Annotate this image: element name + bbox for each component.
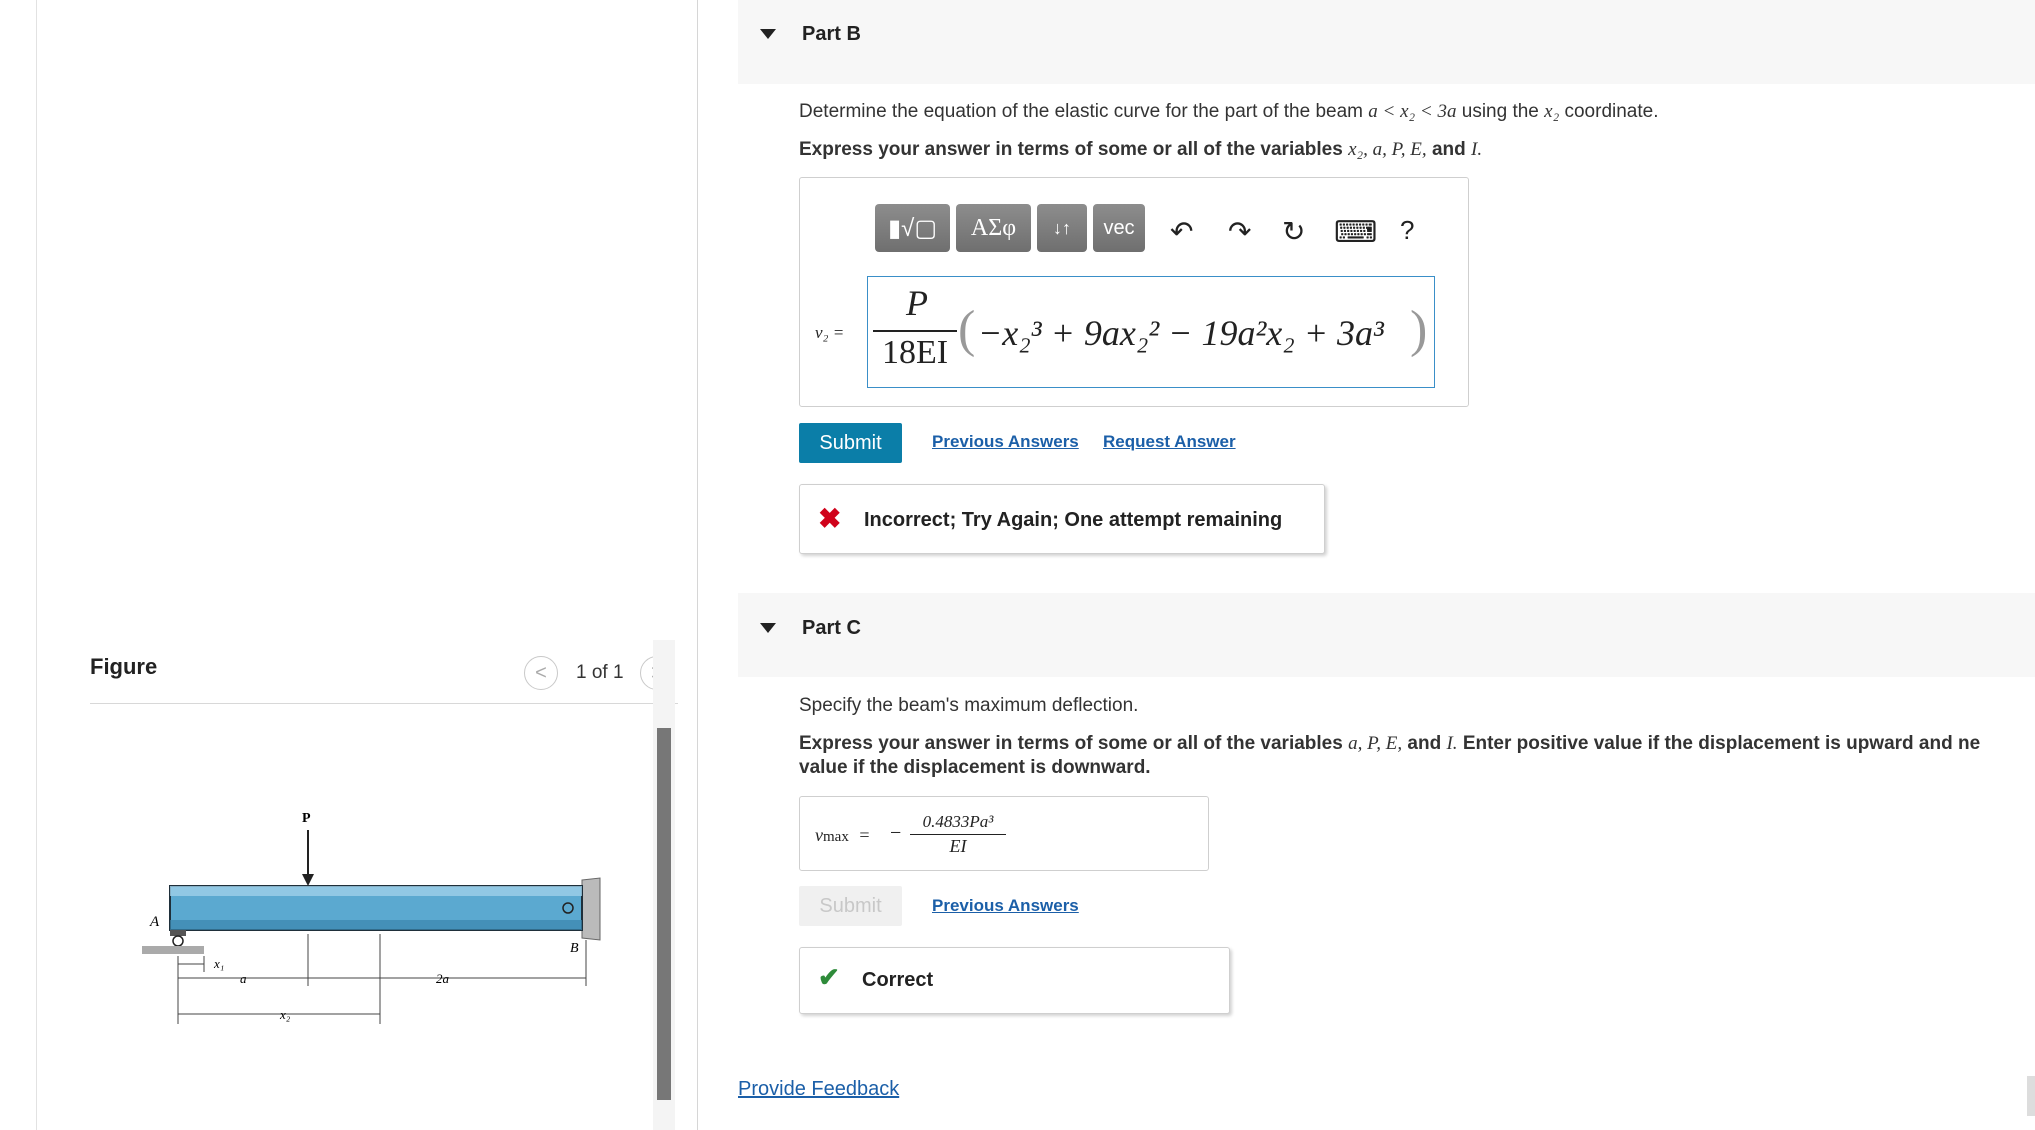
provide-feedback-link[interactable]: Provide Feedback — [738, 1078, 900, 1100]
collapse-arrow-icon[interactable] — [760, 29, 776, 39]
vmax-var: v — [815, 825, 823, 845]
question-var: x₂ — [1544, 101, 1560, 122]
greek-icon: ΑΣφ — [970, 214, 1017, 241]
close-paren: ) — [1410, 301, 1428, 358]
instruction-text: Express your answer in terms of some or all of the variables — [799, 139, 1343, 160]
figure-page-count: 1 of 1 — [576, 662, 624, 683]
chevron-left-icon: < — [535, 661, 547, 684]
open-paren: ( — [958, 301, 976, 358]
arrows-icon: ↓↑ — [1053, 217, 1071, 238]
previous-figure-button[interactable] — [524, 656, 558, 690]
fixed-wall — [582, 878, 600, 940]
fraction-denominator: 18EI — [881, 334, 949, 371]
instruction-vars: x₂, a, P, E, — [1348, 139, 1427, 160]
beam-figure — [130, 800, 630, 1040]
incorrect-feedback-text: Incorrect; Try Again; One attempt remaining — [864, 509, 1283, 531]
question-text: Determine the equation of the elastic curve for the part of the beam — [799, 101, 1363, 122]
x2-label: x₂ — [280, 1007, 291, 1022]
greek-symbols-button[interactable] — [956, 204, 1031, 252]
answer-expression: −x₂³ + 9ax₂² − 19a²x₂ + 3a³ — [978, 313, 1384, 353]
figure-divider — [90, 703, 678, 704]
correct-check-icon: ✔ — [818, 962, 840, 992]
fraction-numerator: P — [906, 283, 928, 323]
load-label: P — [302, 811, 311, 826]
part-c-question: Specify the beam's maximum deflection. — [799, 695, 1139, 716]
vector-button[interactable] — [1093, 204, 1145, 252]
templates-icon: ▮√▢ — [887, 214, 938, 242]
vmax-subscript: max — [823, 829, 849, 845]
templates-button[interactable] — [875, 204, 950, 252]
support-a-label: A — [150, 914, 160, 930]
part-b-question — [799, 101, 1659, 123]
part-b-instruction — [799, 139, 1482, 161]
a-label: a — [240, 971, 247, 986]
previous-answers-link-part-b[interactable]: Previous Answers — [932, 432, 1079, 451]
collapse-arrow-icon[interactable] — [760, 623, 776, 633]
subscript-button[interactable] — [1037, 204, 1087, 252]
figure-scrollbar-thumb[interactable] — [657, 728, 671, 1100]
instruction-and: and — [1431, 139, 1466, 160]
fraction-bar — [873, 330, 957, 332]
correct-feedback-text: Correct — [862, 969, 934, 991]
instruction-last-var: I. — [1471, 139, 1483, 160]
instruction-text-2: Enter positive value if the displacement is upward and ne — [1462, 733, 1981, 754]
question-text-3: coordinate. — [1564, 101, 1659, 122]
submit-button-part-b[interactable]: Submit — [799, 423, 902, 463]
vmax-fraction-bar — [910, 834, 1006, 835]
instruction-last-var: I. — [1446, 733, 1458, 754]
help-icon[interactable]: ? — [1400, 215, 1415, 245]
beam-shadow — [170, 920, 582, 930]
left-border — [36, 0, 37, 1130]
submit-button-part-c: Submit — [799, 886, 902, 926]
support-a-plate — [170, 930, 186, 936]
support-a-roller — [173, 936, 183, 946]
part-b-title: Part B — [802, 23, 861, 45]
redo-icon[interactable]: ↷ — [1228, 216, 1252, 247]
beam-highlight — [170, 886, 582, 896]
answer-lhs-label: v₂ = — [815, 323, 845, 342]
vmax-numerator: 0.4833Pa³ — [922, 812, 994, 831]
instruction-vars: a, P, E, — [1348, 733, 1403, 754]
vmax-denominator: EI — [949, 836, 967, 856]
question-text-2: using the — [1461, 101, 1539, 122]
page-scrollbar[interactable] — [2027, 1076, 2035, 1116]
part-c-title: Part C — [802, 617, 861, 639]
request-answer-link[interactable]: Request Answer — [1103, 432, 1236, 451]
part-b-header[interactable] — [738, 0, 2035, 84]
support-a-ground — [142, 946, 204, 954]
keyboard-icon[interactable]: ⌨ — [1334, 216, 1378, 249]
pane-divider[interactable] — [697, 0, 698, 1130]
part-c-instruction-line2: value if the displacement is downward. — [799, 757, 1151, 778]
x1-label: x₁ — [214, 956, 225, 971]
instruction-and: and — [1407, 733, 1442, 754]
figure-heading: Figure — [90, 654, 158, 679]
answer-sign: − — [890, 822, 902, 844]
vmax-equals: = — [859, 825, 870, 845]
load-arrow-head — [302, 874, 314, 886]
question-math: a < x₂ < 3a — [1368, 101, 1457, 122]
incorrect-icon: ✖ — [818, 503, 842, 534]
part-c-header[interactable] — [738, 593, 2035, 677]
previous-answers-link-part-c[interactable]: Previous Answers — [932, 896, 1079, 915]
two-a-label: 2a — [436, 971, 449, 986]
part-c-instruction — [799, 733, 1980, 755]
instruction-text: Express your answer in terms of some or all of the variables — [799, 733, 1343, 754]
vec-icon: vec — [1103, 216, 1135, 239]
support-b-label: B — [570, 941, 579, 956]
undo-icon[interactable]: ↶ — [1170, 216, 1194, 247]
reset-icon[interactable]: ↻ — [1282, 216, 1306, 247]
vmax-label — [815, 825, 869, 846]
